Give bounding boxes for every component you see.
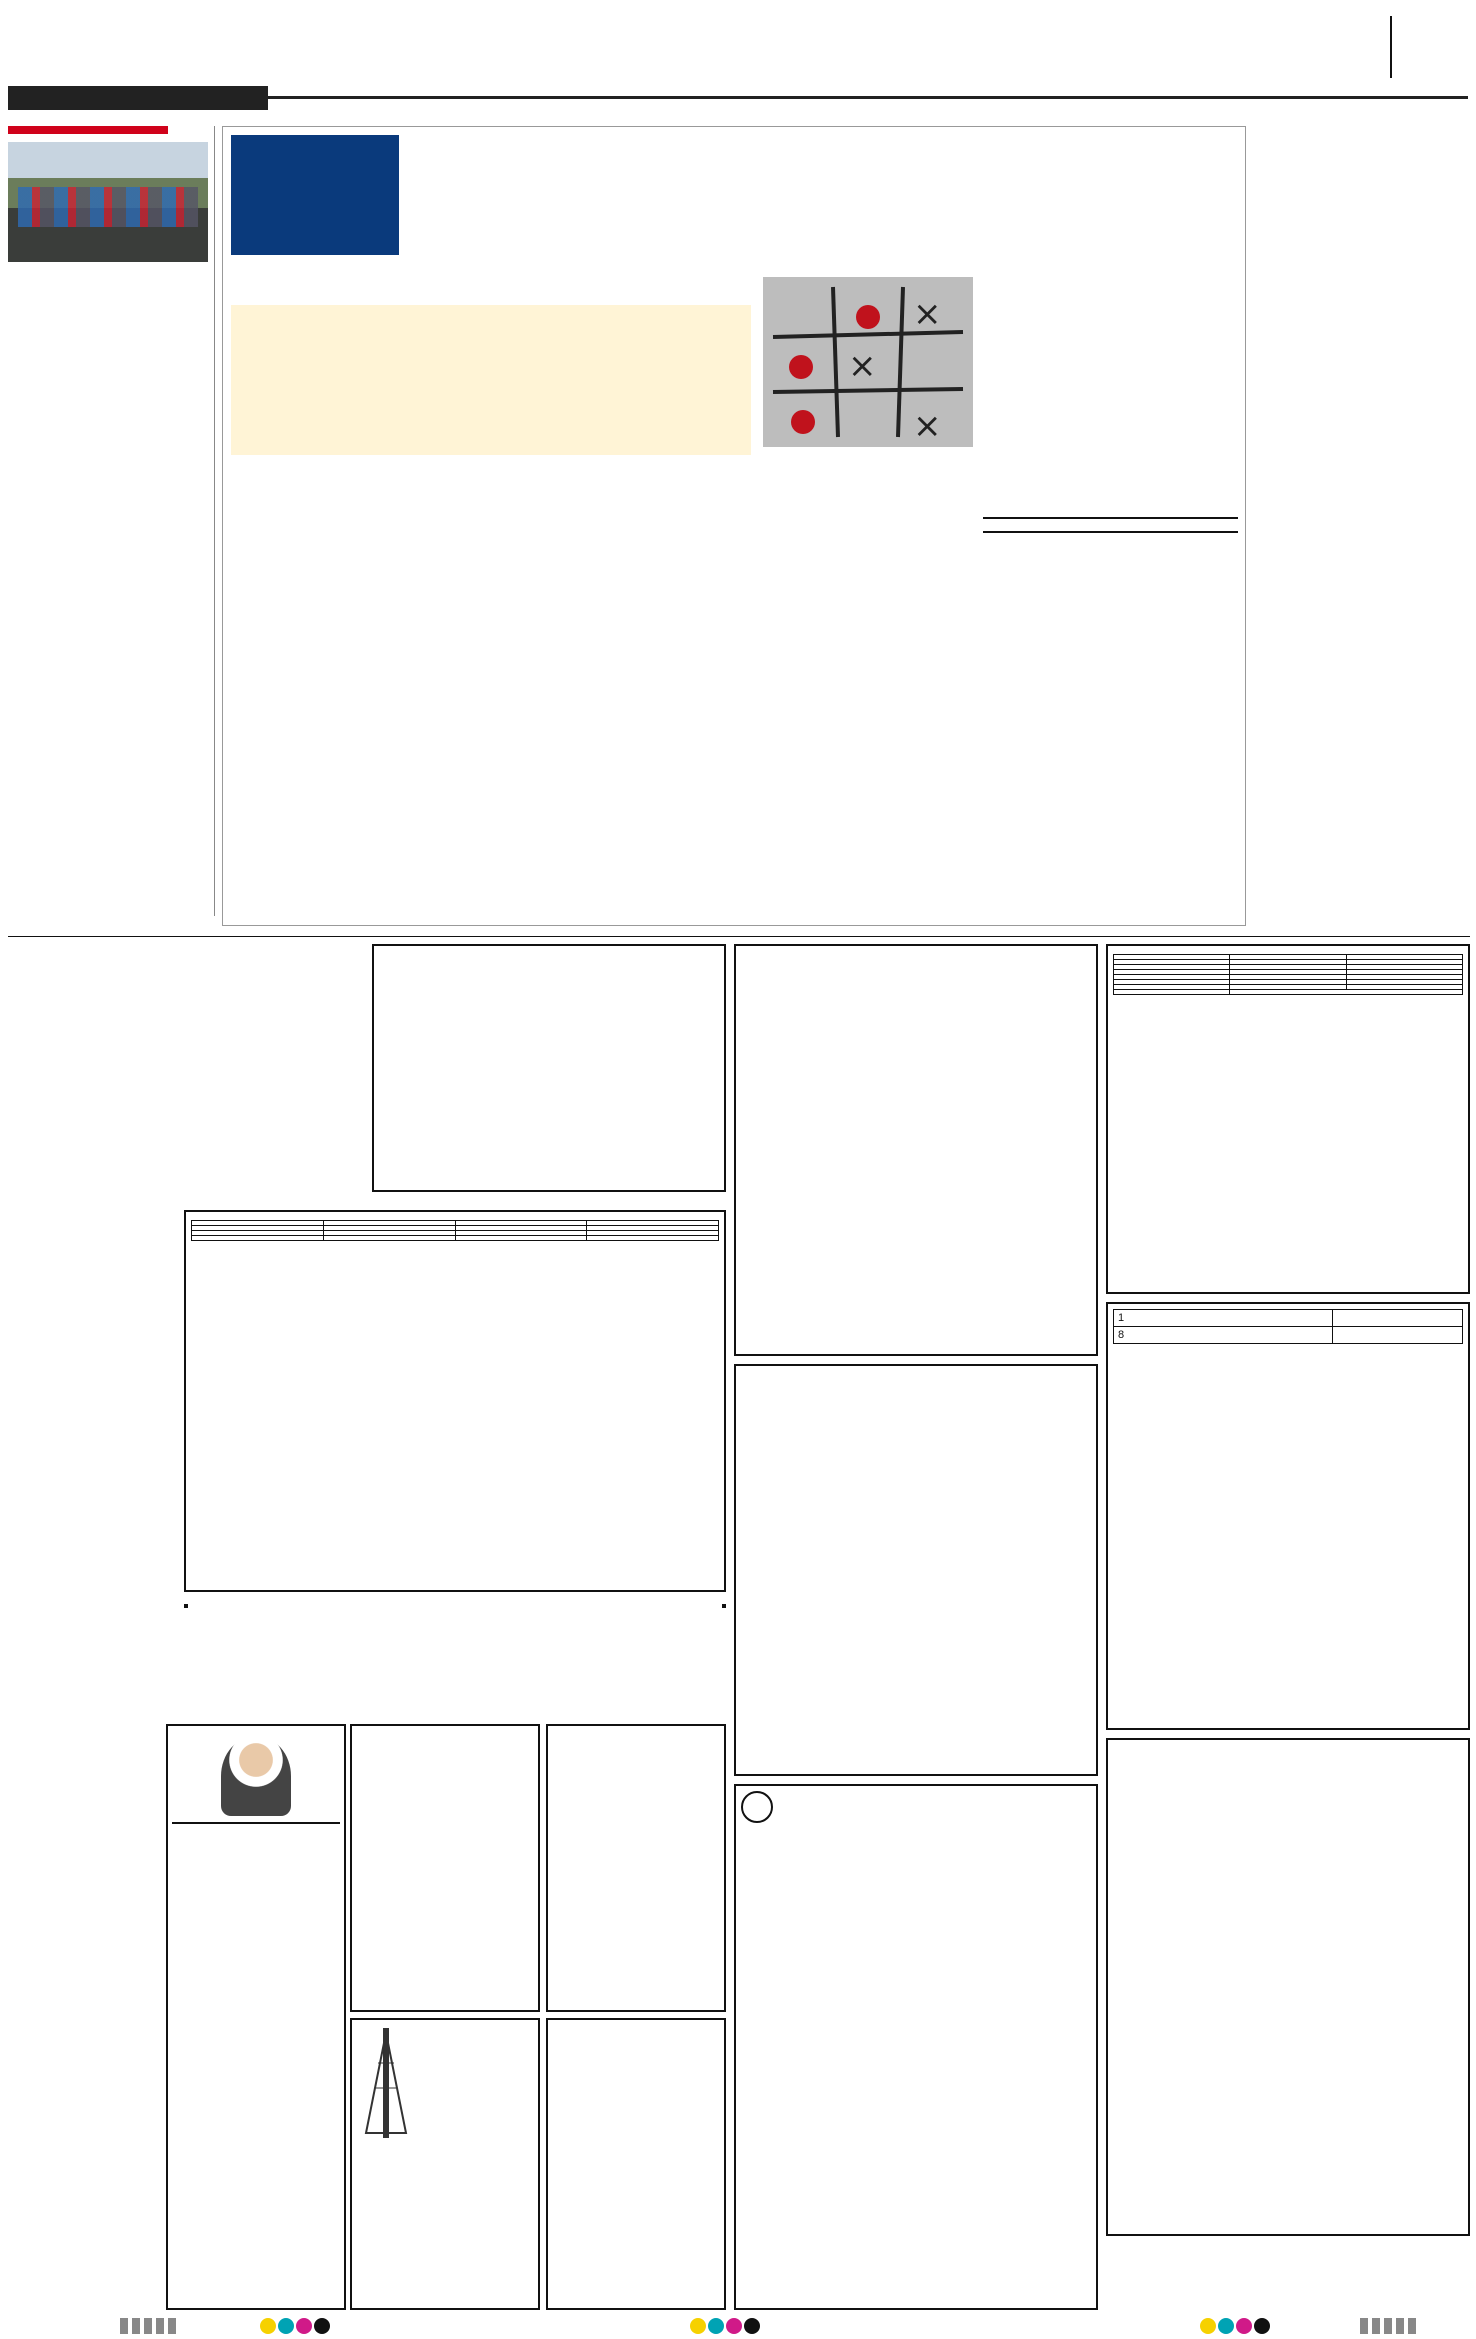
table-row: [192, 1236, 719, 1241]
angul-table: [1113, 954, 1463, 995]
tower-icon: [356, 2028, 416, 2138]
lead-body: [231, 487, 973, 917]
notice-phulbani: [1106, 1302, 1470, 1730]
brief-photo: [8, 142, 208, 262]
svg-text:×: ×: [848, 346, 877, 386]
table-cell: [192, 1236, 324, 1241]
table-cell: [455, 1236, 587, 1241]
story3-body: [8, 1196, 178, 1516]
svg-text:×: ×: [913, 294, 942, 334]
masthead-date: [8, 86, 268, 110]
lead-illustration: [763, 277, 973, 447]
story-planting: [8, 1606, 178, 1722]
ad-astro-photo: [221, 1736, 291, 1816]
ph-table: [191, 1220, 719, 1241]
ad-india-network: [350, 2018, 540, 2310]
notice-junagarh: [372, 944, 726, 1192]
notice-jajpur: [1106, 1738, 1470, 2236]
table-cell: [1230, 990, 1463, 995]
tic-tac-toe-hearts-image: [763, 277, 973, 447]
odisha-emblem-icon: [741, 1791, 773, 1823]
story-shutdown: [8, 1190, 178, 1600]
lead-kicker: [231, 135, 399, 255]
divider: [8, 936, 1470, 937]
lead-story: [222, 126, 1246, 926]
table-cell: [587, 1236, 719, 1241]
right-story: [1258, 126, 1470, 926]
table-row: [1114, 990, 1463, 995]
online-listing-note: [1106, 2244, 1470, 2310]
notice-fmmch: [734, 944, 1098, 1356]
section-divider: [1390, 16, 1392, 78]
masthead: [0, 0, 1476, 112]
notice-angul: [1106, 944, 1470, 1294]
story-father-son: [8, 944, 366, 1184]
divider: [214, 126, 215, 916]
masthead-rule: [268, 96, 1468, 99]
right-story-body: [1258, 134, 1470, 844]
table-cell: [1114, 990, 1230, 995]
notice-deogarh: [734, 1784, 1098, 2310]
classified-display: [184, 1600, 726, 1718]
lead-side-body: [983, 627, 1238, 917]
notice-ph-circle: [184, 1210, 726, 1592]
lead-highlight: [983, 517, 1238, 533]
ad-bijay-finance: [546, 1724, 726, 2012]
registration-bar: [0, 2318, 1476, 2338]
notice-burla: [734, 1364, 1098, 1776]
table-cell: [323, 1236, 455, 1241]
brief-column: [8, 126, 208, 916]
svg-text:×: ×: [913, 406, 942, 446]
story4-body: [8, 1606, 178, 1652]
brief-label: [8, 126, 168, 134]
lead-deck: [231, 305, 751, 455]
ad-astrologer: [166, 1724, 346, 2310]
ad-dhanlaxmi-loan: [350, 1724, 540, 2012]
phulbani-table: 1 8: [1113, 1309, 1463, 1344]
readers-notice: [546, 2018, 726, 2310]
lead-law-box: [983, 305, 1238, 495]
story4-continuation: [8, 1730, 158, 2310]
